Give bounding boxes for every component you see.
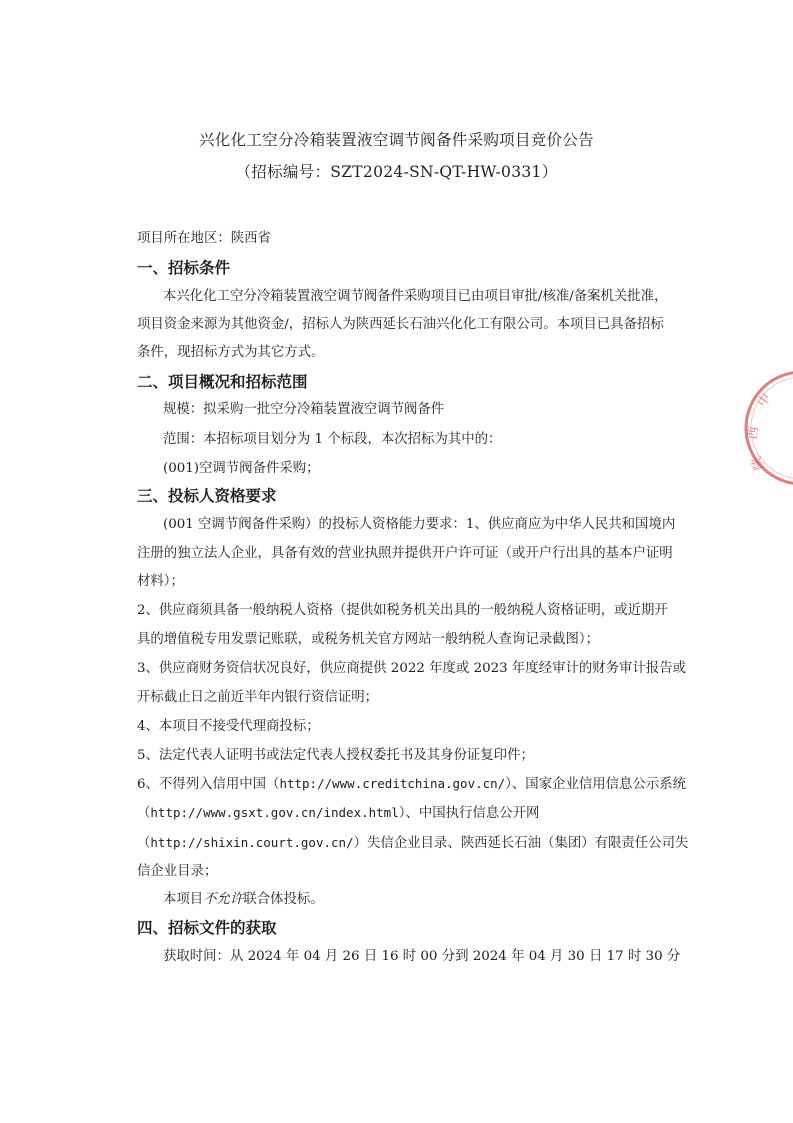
qualification-line: (001 空调节阀备件采购）的投标人资格能力要求：1、供应商应为中华人民共和国境内	[163, 517, 676, 532]
acquisition-time: 获取时间：从 2024 年 04 月 26 日 16 时 00 分到 2024 年 04 月 30 日 17 时 30 分	[163, 949, 681, 964]
region-line: 项目所在地区：陕西省	[137, 231, 271, 246]
text-span: ）失信企业目录、陕西延长石油（集团）有限责任公司失	[353, 836, 689, 851]
qualification-line: 5、法定代表人证明书或法定代表人授权委托书及其身份证复印件；	[137, 748, 534, 763]
text-span: （	[137, 836, 151, 851]
qualification-line	[137, 775, 686, 794]
section-heading-4: 四、招标文件的获取	[137, 919, 277, 937]
svg-text:陕: 陕	[749, 454, 768, 472]
qualification-line: 材料）；	[137, 574, 184, 589]
qualification-line: 开标截止日之前近半年内银行资信证明；	[137, 690, 379, 705]
project-scope: 范围：本招标项目划分为 1 个标段，本次招标为其中的：	[163, 432, 502, 447]
section-heading-3: 三、投标人资格要求	[137, 487, 277, 505]
section1-para-line: 项目资金来源为其他资金/，招标人为陕西延长石油兴化化工有限公司。本项目已具备招标	[137, 317, 664, 332]
text-span: 本项目	[163, 892, 204, 907]
section-heading-2: 二、项目概况和招标范围	[137, 373, 308, 391]
document-title: 兴化化工空分冷箱装置液空调节阀备件采购项目竞价公告	[198, 131, 594, 149]
creditchina-link[interactable]: http://www.creditchina.gov.cn/	[279, 776, 506, 791]
qualification-line: 注册的独立法人企业，具备有效的营业执照并提供开户许可证（或开户行出具的基本户证明	[137, 546, 673, 561]
section-heading-1: 一、招标条件	[137, 259, 231, 277]
lot-item: (001)空调节阀备件采购；	[163, 461, 320, 476]
text-span: 联合体投标。	[243, 892, 324, 907]
project-scale: 规模：拟采购一批空分冷箱装置液空调节阀备件	[163, 402, 445, 417]
gsxt-link[interactable]: http://www.gsxt.gov.cn/index.html	[150, 805, 399, 820]
emphasis-text: 不允许	[203, 892, 244, 907]
consortium-line	[163, 891, 324, 909]
qualification-line	[137, 834, 688, 853]
section1-para-line: 条件，现招标方式为其它方式。	[137, 345, 325, 360]
text-span: （	[137, 806, 151, 821]
qualification-line: 具的增值税专用发票记账联，或税务机关官方网站一般纳税人查询记录截图）；	[137, 632, 599, 647]
section1-para-line: 本兴化化工空分冷箱装置液空调节阀备件采购项目已由项目审批/核准/备案机关批准，	[163, 289, 668, 304]
text-span: ）、国家企业信用信息公示系统	[505, 777, 686, 792]
qualification-line: 4、本项目不接受代理商投标；	[137, 719, 320, 734]
qualification-line	[137, 804, 539, 823]
bid-number: （招标编号：SZT2024-SN-QT-HW-0331）	[235, 163, 558, 181]
shixin-link[interactable]: http://shixin.court.gov.cn/	[150, 835, 354, 850]
svg-text:西: 西	[745, 425, 763, 441]
text-span: ）、中国执行信息公开网	[398, 806, 540, 821]
qualification-line: 2、供应商须具备一般纳税人资格（提供如税务机关出具的一般纳税人资格证明，或近期开	[137, 603, 668, 618]
text-span: 6、不得列入信用中国（	[137, 777, 280, 792]
qualification-line: 信企业目录；	[137, 864, 218, 879]
svg-text:中: 中	[754, 391, 775, 411]
company-seal-stamp	[742, 368, 793, 488]
qualification-line: 3、供应商财务资信状况良好，供应商提供 2022 年度或 2023 年度经审计的财务审计报告或	[137, 661, 686, 676]
